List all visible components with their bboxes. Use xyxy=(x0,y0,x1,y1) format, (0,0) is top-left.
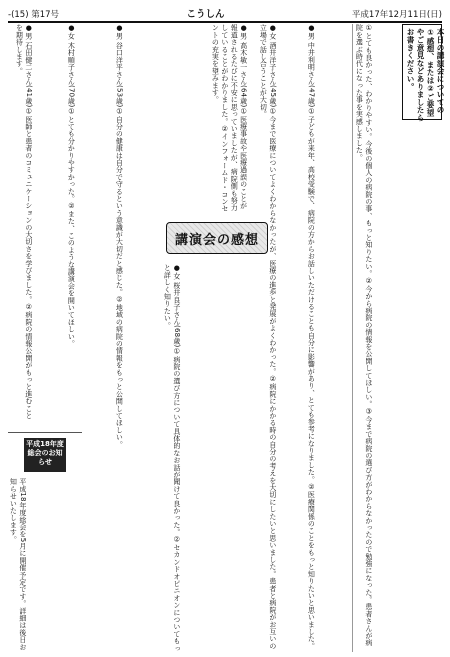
column-8 xyxy=(14,24,62,424)
section-title-banner xyxy=(166,222,268,254)
column-4-text: ●男 高木敏一さん(64歳)①医療事故や医療過誤のことが報道されるたびに不安に思っていましたが、病院側も努力していることがわかりました。②インフォームド・コンセントの充実を望みます。 xyxy=(211,24,248,213)
section-title: 講演会の感想 xyxy=(174,232,259,248)
column-1-text: ①とても良かった、わかりやすい。今後の個人の病院の事、もっと知りたい。②今から病院の情報を公開してほしい。③今まで病院の選び方がわからなかったので勉強になった。患者さんが病院を選ぶ時代になった事を実感しました。 xyxy=(355,24,373,647)
header-date: 平成17年12月11日(日) xyxy=(351,10,442,20)
article-body xyxy=(8,24,445,652)
column-4 xyxy=(210,24,254,214)
column-8-text: ●男 石田健二さん(41歳)①医師と患者のコミュニケーションの大切さを学びました。②病院の情報公開がもっと進むことを期待します。 xyxy=(15,24,33,419)
notice-body xyxy=(8,478,68,652)
general-meeting-notice xyxy=(24,438,66,472)
header-issue: -(15) 第17号 xyxy=(8,10,60,20)
column-divider xyxy=(352,24,353,652)
column-6 xyxy=(114,24,158,652)
column-6-text: ●男 谷口洋平さん(53歳)①自分の健康は自分で守るという意識が大切だと感じた。②地域の病院の情報をもっと公開してほしい。 xyxy=(115,24,124,448)
header-newsletter-title: こうしん xyxy=(186,9,225,20)
page-header xyxy=(8,6,442,23)
question-text: 本日の講演会についての①感想、または②ご要望やご意見などありましたらお書きください。 xyxy=(406,28,445,122)
column-5-text: ●女 桜井良子さん(68歳)①病院の選び方について具体的なお話が聞けて良かった。②セカンドオピニオンについてもっと詳しく知りたい。 xyxy=(163,264,181,652)
notice-divider xyxy=(8,432,82,433)
column-2 xyxy=(306,24,350,652)
column-3-text: ●女 酒井洋子さん(45歳)①今まで医療についてよくわからなかったが、医療の進歩と発展がよくわかった。②病院にかかる時の自分の考えを大切にしたいと思いました。患者と病院がお互いの立場で話し合うことが大切。 xyxy=(259,24,277,650)
column-7 xyxy=(66,24,110,652)
column-5 xyxy=(162,264,206,652)
notice-body-text: 平成18年度総会を5月に開催予定です。詳細は後日お知らせいたします。 xyxy=(9,478,27,651)
column-7-text: ●女 木村順子さん(70歳)①とても分かりやすかった。②また、このような講演会を開いてほしい。 xyxy=(67,24,76,347)
column-1 xyxy=(354,24,398,652)
notice-title: 平成18年度総会のお知らせ xyxy=(26,440,64,466)
column-2-text: ●男 中井利明さん(47歳)①子どもが来年、高校受験で、病院の方からお話しいただけることも自分に影響があり、とても参考になりました。②医療関係のことをもっと知りたいと思いました。 xyxy=(307,24,316,650)
column-3 xyxy=(258,24,302,652)
question-box xyxy=(402,24,445,122)
